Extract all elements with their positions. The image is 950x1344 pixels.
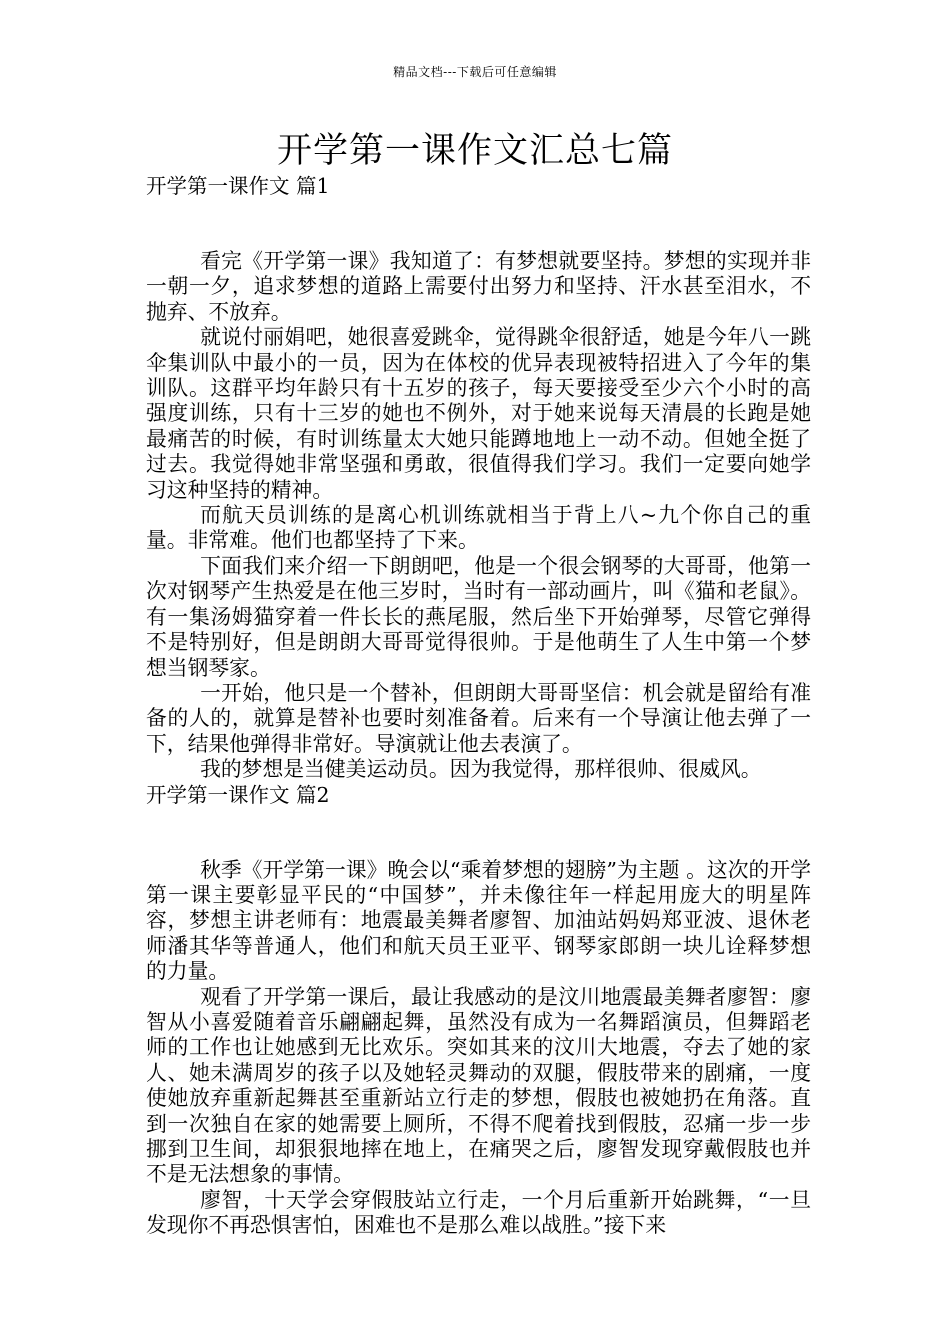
section-spacer (146, 199, 811, 249)
section-spacer (146, 808, 811, 858)
paragraph: 就说付丽娟吧，她很喜爱跳伞，觉得跳伞很舒适，她是今年八一跳伞集训队中最小的一员，因为在体校的优异表现被特招进入了今年的集训队。这群平均年龄只有十五岁的孩子，每天要接受至少六个小时的高强度训练，只有十三岁的她也不例外，对于她来说每天清晨的长跑是她最痛苦的时候，有时训练量太大她只能蹲地地上一动不动。但她全挺了过去。我觉得她非常坚强和勇敢，很值得我们学习。我们一定要向她学习这种坚持的精神。 (146, 325, 811, 502)
section-2 (146, 783, 811, 1239)
paragraph: 看完《开学第一课》我知道了：有梦想就要坚持。梦想的实现并非一朝一夕，追求梦想的道路上需要付出努力和坚持、汗水甚至泪水，不抛弃、不放弃。 (146, 249, 811, 324)
paragraph: 我的梦想是当健美运动员。因为我觉得，那样很帅、很威风。 (200, 757, 762, 782)
paragraph: 而航天员训练的是离心机训练就相当于背上八~九个你自己的重量。非常难。他们也都坚持了下来。 (146, 503, 811, 553)
paragraph: 观看了开学第一课后，最让我感动的是汶川地震最美舞者廖智：廖智从小喜爱随着音乐翩翩起舞，虽然没有成为一名舞蹈演员，但舞蹈老师的工作也让她感到无比欢乐。突如其来的汶川大地震，夺去了她的家人、她未满周岁的孩子以及她轻灵舞动的双腿，假肢带来的剧痛，一度使她放弃重新起舞甚至重新站立行走的梦想，假肢也被她扔在角落。直到一次独自在家的她需要上厕所，不得不爬着找到假肢，忍痛一步一步挪到卫生间，却狠狠地摔在地上，在痛哭之后，廖智发现穿戴假肢也并不是无法想象的事情。 (146, 984, 811, 1187)
document-body (146, 174, 811, 1239)
section-1 (146, 174, 811, 783)
paragraph: 一开始，他只是一个替补，但朗朗大哥哥坚信：机会就是留给有准备的人的，就算是替补也要时刻准备着。后来有一个导演让他去弹了一下，结果他弹得非常好。导演就让他去表演了。 (146, 680, 811, 756)
section-heading: 开学第一课作文 篇1 (146, 174, 330, 198)
paragraph: 秋季《开学第一课》晚会以“乘着梦想的翅膀”为主题 。这次的开学第一课主要彰显平民的“中国梦”，并未像往年一样起用庞大的明星阵容，梦想主讲老师有：地震最美舞者廖智、加油站妈妈郑亚波、退休老师潘其华等普通人，他们和航天员王亚平、钢琴家郎朗一块儿诠释梦想的力量。 (146, 857, 811, 984)
page-header: 精品文档---下载后可任意编辑 (393, 65, 557, 79)
paragraph: 廖智，十天学会穿假肢站立行走，一个月后重新开始跳舞，“一旦发现你不再恐惧害怕，困难也不是那么难以战胜。”接下来 (146, 1187, 811, 1238)
document-title: 开学第一课作文汇总七篇 (276, 131, 673, 171)
section-heading: 开学第一课作文 篇2 (146, 782, 330, 807)
paragraph: 下面我们来介绍一下朗朗吧，他是一个很会钢琴的大哥哥，他第一次对钢琴产生热爱是在他三岁时，当时有一部动画片，叫《猫和老鼠》。有一集汤姆猫穿着一件长长的燕尾服，然后坐下开始弹琴，尽管它弹得不是特别好，但是朗朗大哥哥觉得很帅。于是他萌生了人生中第一个梦想当钢琴家。 (146, 553, 811, 680)
